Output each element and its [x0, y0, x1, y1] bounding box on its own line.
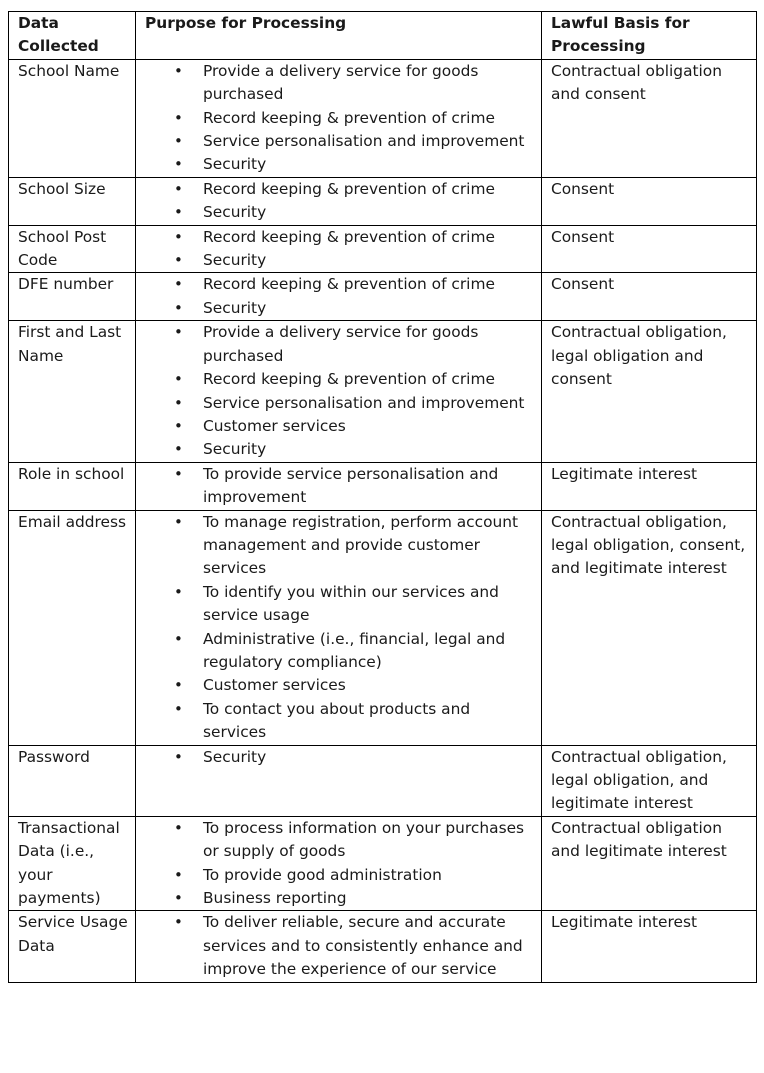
- purpose-item: • To deliver reliable, secure and accurate services and to consistently enhance and improve the experience of our service: [203, 911, 535, 981]
- purpose-item: • Customer services: [203, 415, 535, 438]
- purpose-list: [145, 273, 535, 320]
- purpose-item: • Record keeping & prevention of crime: [203, 273, 535, 296]
- purpose-list: [145, 511, 535, 745]
- purpose-list: [145, 817, 535, 911]
- table-row: [9, 510, 757, 745]
- data-collected-cell: School Post Code: [9, 225, 136, 273]
- lawful-basis-cell: Legitimate interest: [542, 911, 757, 982]
- data-collected-cell: Transactional Data (i.e., your payments): [9, 816, 136, 911]
- purpose-item: • Security: [203, 201, 535, 224]
- data-collected-cell: Role in school: [9, 462, 136, 510]
- purpose-item: • Provide a delivery service for goods purchased: [203, 321, 535, 368]
- purpose-item: • Service personalisation and improvement: [203, 392, 535, 415]
- purpose-item: • Security: [203, 297, 535, 320]
- purpose-list: [145, 463, 535, 510]
- header-lawful-basis: Lawful Basis for Processing: [542, 12, 757, 60]
- purpose-cell: [136, 462, 542, 510]
- lawful-basis-cell: Consent: [542, 273, 757, 321]
- table-row: [9, 462, 757, 510]
- purpose-item: • To provide service personalisation and improvement: [203, 463, 535, 510]
- lawful-basis-cell: Contractual obligation and consent: [542, 59, 757, 177]
- purpose-cell: [136, 177, 542, 225]
- purpose-cell: [136, 321, 542, 462]
- purpose-list: [145, 60, 535, 177]
- header-data-collected: Data Collected: [9, 12, 136, 60]
- lawful-basis-cell: Contractual obligation, legal obligation, and legitimate interest: [542, 745, 757, 816]
- data-collected-cell: Email address: [9, 510, 136, 745]
- header-row: [9, 12, 757, 60]
- purpose-item: • Business reporting: [203, 887, 535, 910]
- purpose-item: • Administrative (i.e., financial, legal and regulatory compliance): [203, 628, 535, 675]
- purpose-item: • Security: [203, 249, 535, 272]
- header-purpose: Purpose for Processing: [136, 12, 542, 60]
- data-collected-cell: Service Usage Data: [9, 911, 136, 982]
- purpose-item: • Service personalisation and improvement: [203, 130, 535, 153]
- purpose-list: [145, 746, 535, 769]
- purpose-list: [145, 321, 535, 461]
- data-collected-cell: DFE number: [9, 273, 136, 321]
- lawful-basis-cell: Contractual obligation, legal obligation and consent: [542, 321, 757, 462]
- purpose-cell: [136, 225, 542, 273]
- lawful-basis-cell: Consent: [542, 177, 757, 225]
- purpose-item: • Record keeping & prevention of crime: [203, 178, 535, 201]
- data-processing-table: [8, 11, 757, 983]
- purpose-cell: [136, 816, 542, 911]
- data-collected-cell: School Name: [9, 59, 136, 177]
- purpose-item: • To manage registration, perform account management and provide customer services: [203, 511, 535, 581]
- purpose-item: • Security: [203, 746, 535, 769]
- lawful-basis-cell: Contractual obligation and legitimate interest: [542, 816, 757, 911]
- lawful-basis-cell: Contractual obligation, legal obligation, consent, and legitimate interest: [542, 510, 757, 745]
- purpose-item: • Security: [203, 438, 535, 461]
- purpose-item: • Provide a delivery service for goods purchased: [203, 60, 535, 107]
- purpose-list: [145, 178, 535, 225]
- table-row: [9, 59, 757, 177]
- data-collected-cell: First and Last Name: [9, 321, 136, 462]
- purpose-cell: [136, 911, 542, 982]
- purpose-cell: [136, 273, 542, 321]
- purpose-item: • To process information on your purchases or supply of goods: [203, 817, 535, 864]
- lawful-basis-cell: Consent: [542, 225, 757, 273]
- table-row: [9, 816, 757, 911]
- table-row: [9, 745, 757, 816]
- table-row: [9, 273, 757, 321]
- purpose-item: • Customer services: [203, 674, 535, 697]
- purpose-item: • Security: [203, 153, 535, 176]
- purpose-cell: [136, 745, 542, 816]
- table-row: [9, 321, 757, 462]
- purpose-item: • To identify you within our services and service usage: [203, 581, 535, 628]
- table-row: [9, 177, 757, 225]
- purpose-list: [145, 911, 535, 981]
- purpose-item: • Record keeping & prevention of crime: [203, 368, 535, 391]
- data-collected-cell: Password: [9, 745, 136, 816]
- table-body: [9, 59, 757, 982]
- data-collected-cell: School Size: [9, 177, 136, 225]
- table-row: [9, 225, 757, 273]
- purpose-item: • To provide good administration: [203, 864, 535, 887]
- purpose-cell: [136, 510, 542, 745]
- purpose-list: [145, 226, 535, 273]
- lawful-basis-cell: Legitimate interest: [542, 462, 757, 510]
- purpose-item: • Record keeping & prevention of crime: [203, 107, 535, 130]
- purpose-cell: [136, 59, 542, 177]
- purpose-item: • To contact you about products and services: [203, 698, 535, 745]
- purpose-item: • Record keeping & prevention of crime: [203, 226, 535, 249]
- table-row: [9, 911, 757, 982]
